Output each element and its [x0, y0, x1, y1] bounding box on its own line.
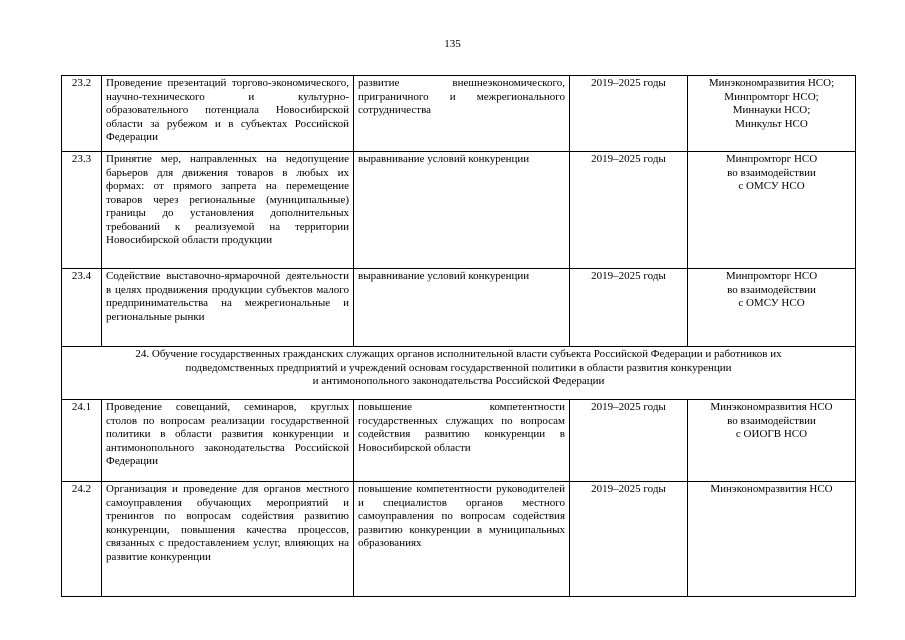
- measure-cell: Проведение совещаний, семинаров, круглых столов по вопросам реализации государственной политики в области развития конкуренции и антимонопольного законодательства Российской Федерации: [102, 400, 354, 482]
- period-cell: 2019–2025 годы: [570, 269, 688, 347]
- goal-cell: повышение компетентности государственных служащих по вопросам содействия развитию конкуренции в Новосибирской области: [354, 400, 570, 482]
- row-number: 24.1: [62, 400, 102, 482]
- section-heading: 24. Обучение государственных гражданских служащих органов исполнительной власти субъекта Российской Федерации и работников их подведомственных предприятий и учреждений основам государственной политики в области развития конкуренции и антимонопольного законодательства Российской Федерации: [62, 347, 856, 400]
- table-row: [62, 400, 856, 482]
- row-number: 23.4: [62, 269, 102, 347]
- section-row: [62, 347, 856, 400]
- table-row: [62, 482, 856, 597]
- period-cell: 2019–2025 годы: [570, 400, 688, 482]
- responsible-cell: Минэкономразвития НСО; Минпромторг НСО; Миннауки НСО; Минкульт НСО: [688, 76, 856, 152]
- measure-cell: Принятие мер, направленных на недопущение барьеров для движения товаров в любых их формах: от прямого запрета на перемещение товаров через региональные (муниципальные) границы до установления дополнительных требований к реализуемой на территории Новосибирской области продукции: [102, 152, 354, 269]
- period-cell: 2019–2025 годы: [570, 76, 688, 152]
- period-cell: 2019–2025 годы: [570, 152, 688, 269]
- row-number: 23.2: [62, 76, 102, 152]
- responsible-cell: Минэкономразвития НСО во взаимодействии с ОИОГВ НСО: [688, 400, 856, 482]
- table-row: [62, 152, 856, 269]
- responsible-cell: Минэкономразвития НСО: [688, 482, 856, 597]
- goal-cell: повышение компетентности руководителей и специалистов органов местного самоуправления по вопросам содействия развитию конкуренции в муниципальных образованиях: [354, 482, 570, 597]
- table-row: [62, 269, 856, 347]
- page-number: 135: [444, 38, 461, 50]
- row-number: 23.3: [62, 152, 102, 269]
- row-number: 24.2: [62, 482, 102, 597]
- goal-cell: выравнивание условий конкуренции: [354, 269, 570, 347]
- measure-cell: Организация и проведение для органов местного самоуправления обучающих мероприятий и тренингов по вопросам содействия развитию конкуренции, повышения качества процессов, связанных с предоставлением услуг, влияющих на развитие конкуренции: [102, 482, 354, 597]
- table-row: [62, 76, 856, 152]
- measures-table: [61, 75, 856, 597]
- goal-cell: развитие внешнеэкономического, приграничного и межрегионального сотрудничества: [354, 76, 570, 152]
- measure-cell: Содействие выставочно-ярмарочной деятельности в целях продвижения продукции субъектов малого предпринимательства на межрегиональные и региональные рынки: [102, 269, 354, 347]
- measure-cell: Проведение презентаций торгово-экономического, научно-технического и культурно-образовательного потенциала Новосибирской области за рубежом и в субъектах Российской Федерации: [102, 76, 354, 152]
- responsible-cell: Минпромторг НСО во взаимодействии с ОМСУ НСО: [688, 269, 856, 347]
- responsible-cell: Минпромторг НСО во взаимодействии с ОМСУ НСО: [688, 152, 856, 269]
- goal-cell: выравнивание условий конкуренции: [354, 152, 570, 269]
- period-cell: 2019–2025 годы: [570, 482, 688, 597]
